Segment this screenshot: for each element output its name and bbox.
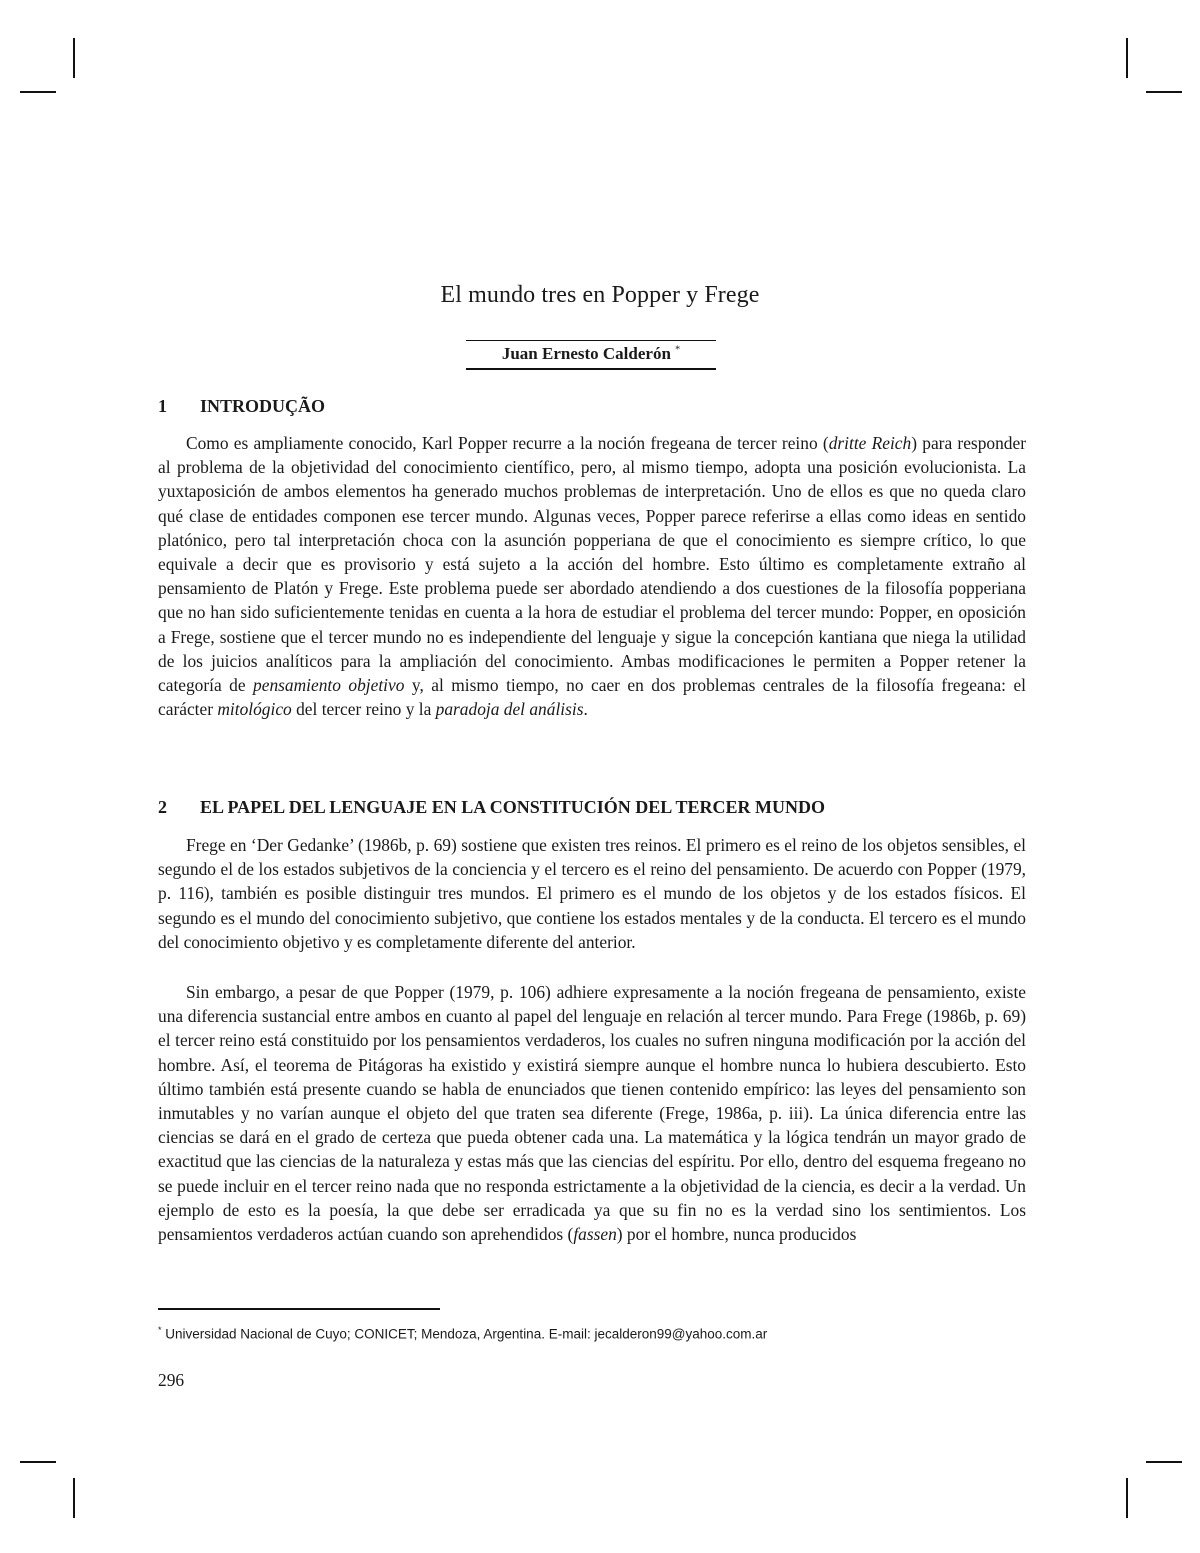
footnote-separator: [158, 1308, 440, 1310]
section-number: 2: [158, 797, 167, 817]
italic-term: paradoja del análisis: [435, 699, 584, 720]
section-title: INTRODUÇÃO: [200, 396, 326, 416]
paragraph-sin-embargo: [158, 980, 1026, 1246]
footnote: [158, 1325, 1038, 1342]
crop-mark-bottom-left-vertical: [73, 1478, 75, 1518]
author-block: [466, 340, 716, 370]
author-name-text: Juan Ernesto Calderón: [501, 344, 671, 363]
text-run: y, al mismo tiempo, no caer en dos problemas centrales de la filosofía fregeana: el carácter: [158, 675, 1026, 720]
crop-mark-top-left-horizontal: [20, 91, 56, 93]
text-run: Como es ampliamente conocido, Karl Popper recurre a la noción fregeana de tercer reino (: [186, 433, 829, 453]
author-footnote-mark: *: [675, 344, 681, 356]
crop-mark-bottom-right-vertical: [1126, 1478, 1128, 1518]
crop-mark-top-right-vertical: [1126, 38, 1128, 78]
article-title: El mundo tres en Popper y Frege: [440, 282, 760, 308]
crop-mark-top-left-vertical: [73, 38, 75, 78]
author-rule-bottom: [466, 368, 716, 370]
text-run: .: [583, 699, 588, 720]
text-run: Sin embargo, a pesar de que Popper (1979, p. 106) adhiere expresamente a la noción fregeana de pensamiento, existe una diferencia sustancial entre ambos en cuanto al papel del lenguaje en relación al tercer mundo. Para Frege (1986b, p. 69) el tercer reino está constituido por los pensamientos verdaderos, los cuales no sufren ninguna modificación por la acción del hombre. Así, el teorema de Pitágoras ha existido y existirá siempre aunque el hombre nunca lo hubiera descubierto. Esto último también está presente cuando se habla de enunciados que tienen contenido empírico: las leyes del pensamiento son inmutables y no varían aunque el objeto del que traten sea diferente (Frege, 1986a, p. iii). La única diferencia entre las ciencias se dará en el grado de certeza que pueda obtener cada una. La matemática y la lógica tendrán un mayor grado de exactitud que las ciencias de la naturaleza y estas más que las ciencias del espíritu. Por ello, dentro del esquema fregeano no se puede incluir en el tercer reino nada que no responda estrictamente a la objetividad de la ciencia, es decir a la verdad. Un ejemplo de esto es la poesía, la que debe ser erradicada ya que su fin no es la verdad sino los sentimientos. Los pensamientos verdaderos actúan cuando son aprehendidos (: [158, 982, 1026, 1245]
section-heading-1: [158, 396, 1038, 417]
page-number: 296: [158, 1370, 185, 1390]
text-run: ) para responder al problema de la objetividad del conocimiento científico, pero, al mismo tiempo, adopta una posición evolucionista. La yuxtaposición de ambos elementos ha generado muchos problemas de interpretación. Uno de ellos es que no queda claro qué clase de entidades componen ese tercer mundo. Algunas veces, Popper parece referirse a ellas como ideas en sentido platónico, pero tal interpretación choca con la asunción popperiana de que el conocimiento es siempre crítico, lo que equivale a decir que es provisorio y está sujeto a la acción del hombre. Esto último es completamente extraño al pensamiento de Platón y Frege. Este problema puede ser abordado atendiendo a dos cuestiones de la filosofía popperiana que no han sido suficientemente tenidas en cuenta a la hora de estudiar el problema del tercer mundo: Popper, en oposición a Frege, sostiene que el tercer mundo no es independiente del lenguaje y sigue la concepción kantiana que niega la utilidad de los juicios analíticos para la ampliación del conocimiento. Ambas modificaciones le permiten a Popper retener la categoría de: [158, 433, 1026, 696]
crop-mark-bottom-left-horizontal: [20, 1461, 56, 1463]
text-run: del tercer reino y la: [291, 699, 436, 720]
footnote-mark: *: [158, 1325, 162, 1335]
italic-term: pensamiento objetivo: [253, 675, 405, 696]
footnote-text: Universidad Nacional de Cuyo; CONICET; Mendoza, Argentina. E-mail: jecalderon99@yahoo.com.ar: [161, 1326, 768, 1342]
paragraph-frege-reinos: Frege en ‘Der Gedanke’ (1986b, p. 69) sostiene que existen tres reinos. El primero es el reino de los objetos sensibles, el segundo el de los estados subjetivos de la conciencia y el tercero es el reino del pensamiento. De acuerdo con Popper (1979, p. 116), también es posible distinguir tres mundos. El primero es el mundo de los objetos y de los estados físicos. El segundo es el mundo del conocimiento subjetivo, que contiene los estados mentales y de la conducta. El tercero es el mundo del conocimiento objetivo y es completamente diferente del anterior.: [158, 835, 1026, 952]
author-name: [466, 341, 716, 368]
crop-mark-bottom-right-horizontal: [1146, 1461, 1182, 1463]
italic-term: fassen: [573, 1224, 617, 1245]
section-heading-2: [158, 797, 1038, 818]
italic-term: dritte Reich: [828, 433, 912, 453]
italic-term: mitológico: [217, 699, 292, 720]
crop-mark-top-right-horizontal: [1146, 91, 1182, 93]
section-title: EL PAPEL DEL LENGUAJE EN LA CONSTITUCIÓN DEL TERCER MUNDO: [200, 797, 825, 817]
section-number: 1: [158, 396, 167, 416]
text-run: ) por el hombre, nunca producidos: [616, 1224, 857, 1245]
paragraph-intro: [158, 431, 1026, 721]
